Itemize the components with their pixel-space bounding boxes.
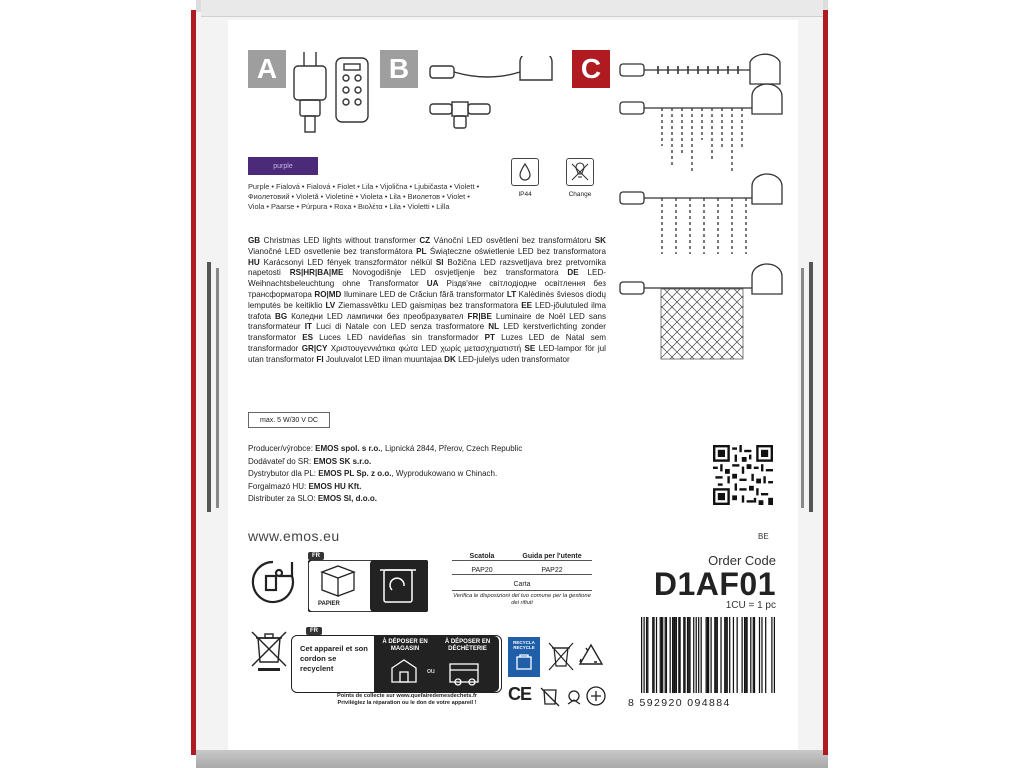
left-slot-inner bbox=[216, 268, 219, 508]
deposit-dump-text: À DÉPOSER EN DÉCHÈTERIE bbox=[444, 639, 491, 652]
power-adapter-illustration bbox=[290, 48, 380, 138]
weee-small-icon bbox=[546, 640, 576, 676]
or-text: ou bbox=[427, 668, 435, 675]
order-code-label: Order Code bbox=[708, 553, 776, 568]
deposit-icons bbox=[388, 658, 488, 686]
order-code-block bbox=[654, 553, 776, 611]
change-label: Change bbox=[568, 191, 592, 198]
website-link[interactable]: www.emos.eu bbox=[248, 528, 340, 544]
right-slot bbox=[809, 262, 813, 512]
power-spec: max. 5 W/30 V DC bbox=[248, 412, 330, 428]
table-code-guide: PAP22 bbox=[541, 567, 563, 574]
right-red-edge bbox=[823, 10, 828, 755]
producer-line: Producer/výrobce: EMOS spol. s r.o., Lipnická 2844, Přerov, Czech Republic bbox=[248, 444, 523, 453]
order-code-value: D1AF01 bbox=[653, 566, 776, 602]
ean-barcode bbox=[641, 617, 775, 693]
table-note: Verifica le disposizioni del tuo comune per la gestione dei rifiuti bbox=[453, 593, 591, 606]
triman-icon bbox=[248, 556, 298, 606]
country-code: BE bbox=[758, 532, 769, 541]
papier-label: PAPIER bbox=[318, 601, 340, 607]
top-flap bbox=[201, 0, 823, 17]
weee-bin-icon bbox=[250, 628, 288, 672]
fr-badge: FR bbox=[308, 552, 324, 560]
multilingual-description: GB Christmas LED lights without transformer CZ Vánoční LED osvětlení bez transformátoru SK Vianočné LED osvetlenie bez transformátora PL Świąteczne oświetlenie LED bez transformatora HU Karácsonyi LED fények transzformátor nélkül SI Božična LED razsvetljava brez pretvornika napetosti RS|HR|BA|ME Novogodišnje LED osvjetljenje bez transformatora DE LED-Weihnachtsbeleuchtung ohne Transformator UA Різдв'яне світлодіодне освітлення без трансформатора RO|MD Iluminare LED de Crăciun fără transformator LT Kalėdinės šviesos diodų lemputės be keitiklio LV Ziemassvētku LED gaismiņas bez transformatora EE LED-jõulutuled ilma trafota BG Коледни LED лампички без преобразувател FR|BE Luminaire de Noël LED sans transformateur IT Luci di Natale con LED senza trasformatore NL LED kerstverlichting zonder transformator ES Luces LED navideñas sin transformador PT Luzes LED de Natal sem transformador GR|CY Χριστουγεννιάτικα φώτα LED χωρίς μετασχηματιστή SE LED-lampor för jul utan transformator FI Jouluvalot LED ilman muuntajaa DK LED-julelys uden transformator bbox=[248, 236, 607, 364]
barcode-number: 8 592920 094884 bbox=[628, 697, 731, 709]
producer-line: Dystrybutor dla PL: EMOS PL Sp. z o.o., Wyprodukowano w Chinach. bbox=[248, 469, 498, 479]
section-c-badge: C bbox=[572, 50, 610, 88]
table-code-box: PAP20 bbox=[471, 567, 493, 574]
producer-line: Forgalmazó HU: EMOS HU Kft. bbox=[248, 481, 362, 491]
collection-points: Points de collecte sur www.quefairedemesdechets.fr Privilégiez la réparation ou le don de votre appareil ! bbox=[337, 693, 477, 707]
recycla-badge: RECYCLA RECYCLE bbox=[508, 637, 540, 677]
producer-line: Distributer za SLO: EMOS SI, d.o.o. bbox=[248, 494, 377, 504]
compliance-icons bbox=[538, 684, 608, 708]
section-a-badge: A bbox=[248, 50, 286, 88]
extension-cable-illustration bbox=[428, 56, 568, 136]
order-unit: 1CU = 1 pc bbox=[725, 600, 776, 611]
fr-badge-2: FR bbox=[306, 627, 322, 635]
color-swatch: purple bbox=[248, 157, 318, 175]
table-header-box: Scatola bbox=[469, 553, 495, 560]
no-bulb-change-icon bbox=[566, 158, 594, 186]
recycle-triangle-icon bbox=[576, 642, 606, 672]
packaging-table bbox=[452, 553, 592, 607]
net-light-grid bbox=[660, 288, 744, 360]
section-b-badge: B bbox=[380, 50, 418, 88]
table-header-guide: Guida per l'utente bbox=[522, 553, 582, 560]
ip44-label: IP44 bbox=[518, 191, 532, 198]
producer-info bbox=[248, 443, 568, 506]
right-slot-inner bbox=[801, 268, 804, 508]
weee-device-text: Cet appareil et son cordon se recyclent bbox=[300, 644, 368, 673]
ip44-icon bbox=[511, 158, 539, 186]
left-slot bbox=[207, 262, 211, 512]
table-material: Carta bbox=[452, 581, 592, 591]
qr-code[interactable] bbox=[713, 445, 773, 505]
weee-info-box bbox=[291, 635, 502, 693]
left-red-edge bbox=[191, 10, 196, 755]
ce-mark: CE bbox=[508, 684, 532, 704]
producer-line: Dodávateľ do SR: EMOS SK s.r.o. bbox=[248, 456, 372, 466]
deposit-store-text: À DÉPOSER EN MAGASIN bbox=[382, 639, 428, 652]
light-chain-illustrations bbox=[618, 50, 786, 300]
color-translations: Purple • Fialová • Fialová • Fiolet • Lila • Vijolična • Ljubičasta • Violett • Фиолетовий • Violetă • Violetinė • Violeta • Lila • Виолетов • Violet • Viola • Paarse • Púrpura • Roxa • Βιολέτα • Lila • Violetti • Lilla bbox=[248, 182, 480, 212]
bottom-strip bbox=[196, 750, 828, 768]
